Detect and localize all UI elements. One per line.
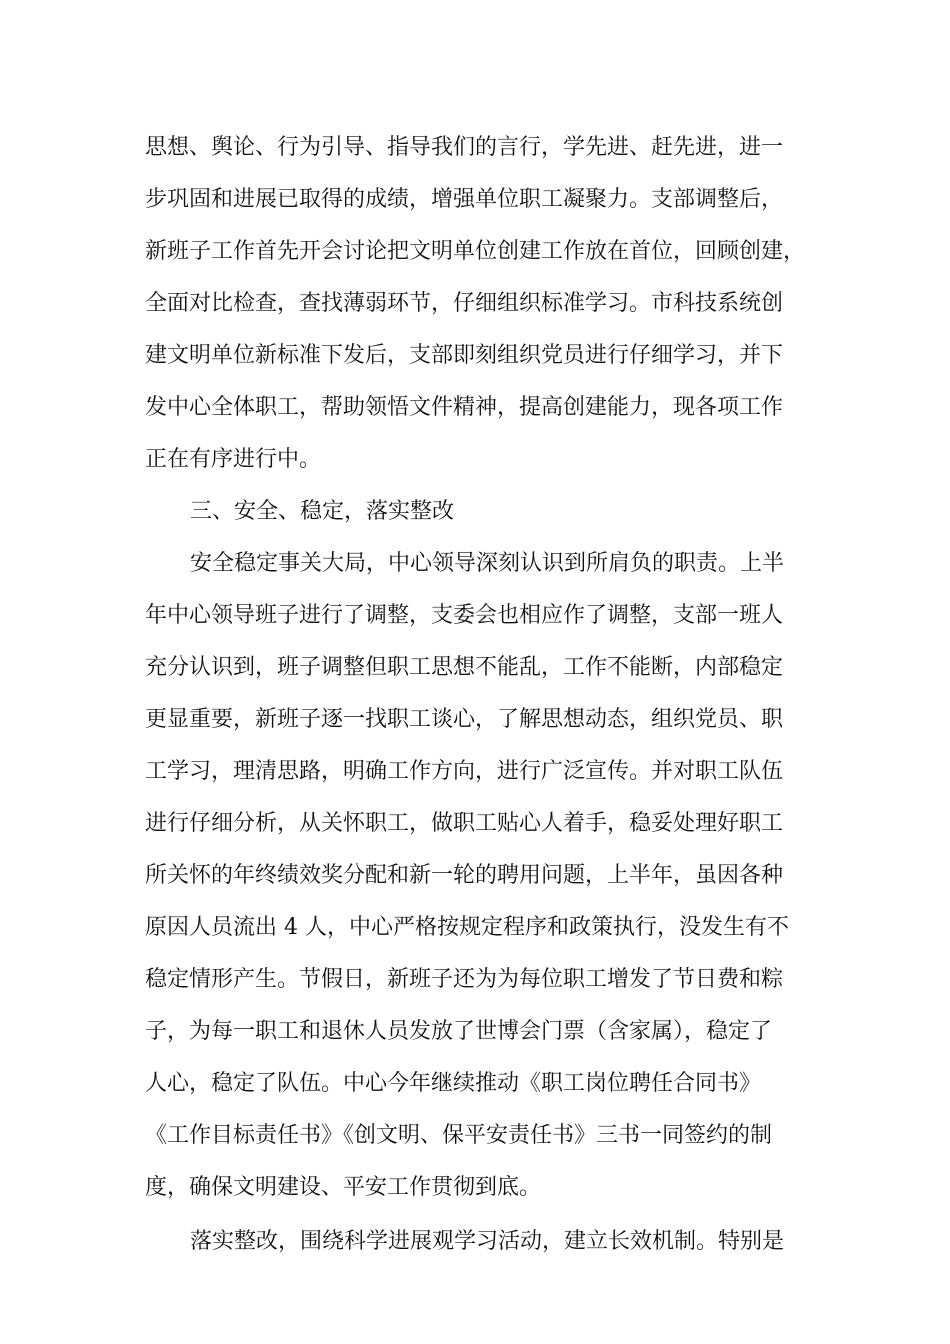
text-line-6: 发中心全体职工，帮助领悟文件精神，提高创建能力，现各项工作	[145, 395, 784, 420]
text-line-21: 度，确保文明建设、平安工作贯彻到底。	[145, 1175, 542, 1200]
text-line-9: 安全稳定事关大局，中心领导深刻认识到所肩负的职责。上半	[190, 551, 785, 576]
text-line-5: 建文明单位新标准下发后，支部即刻组织党员进行仔细学习，并下	[145, 343, 784, 368]
text-line-22: 落实整改，围绕科学进展观学习活动，建立长效机制。特别是	[190, 1229, 785, 1254]
text-line-13: 工学习，理清思路，明确工作方向，进行广泛宣传。并对职工队伍	[145, 759, 784, 784]
text-line-4: 全面对比检查，查找薄弱环节，仔细组织标准学习。市科技系统创	[145, 291, 784, 316]
text-line-19: 人心，稳定了队伍。中心今年继续推动《职工岗位聘任合同书》	[145, 1071, 762, 1096]
text-line-1: 思想、舆论、行为引导、指导我们的言行，学先进、赶先进，进一	[145, 135, 784, 160]
section-heading: 三、安全、稳定，落实整改	[190, 499, 455, 524]
text-line-11: 充分认识到，班子调整但职工思想不能乱，工作不能断，内部稳定	[145, 655, 784, 680]
text-line-7: 正在有序进行中。	[145, 447, 322, 472]
text-line-10: 年中心领导班子进行了调整，支委会也相应作了调整，支部一班人	[145, 603, 784, 628]
text-line-17: 稳定情形产生。节假日，新班子还为为每位职工增发了节日费和粽	[145, 967, 784, 992]
text-line-12: 更显重要，新班子逐一找职工谈心，了解思想动态，组织党员、职	[145, 707, 784, 732]
text-line-14: 进行仔细分析，从关怀职工，做职工贴心人着手，稳妥处理好职工	[145, 811, 784, 836]
text-line-16: 原因人员流出 4 人，中心严格按规定程序和政策执行，没发生有不	[145, 915, 789, 940]
text-line-2: 步巩固和进展已取得的成绩，增强单位职工凝聚力。支部调整后，	[145, 187, 784, 212]
text-line-18: 子，为每一职工和退休人员发放了世博会门票（含家属），稳定了	[145, 1019, 773, 1044]
text-line-20: 《工作目标责任书》《创文明、保平安责任书》三书一同签约的制	[145, 1123, 773, 1148]
text-line-3: 新班子工作首先开会讨论把文明单位创建工作放在首位，回顾创建，	[145, 239, 806, 264]
text-line-15: 所关怀的年终绩效奖分配和新一轮的聘用问题，上半年，虽因各种	[145, 863, 784, 888]
